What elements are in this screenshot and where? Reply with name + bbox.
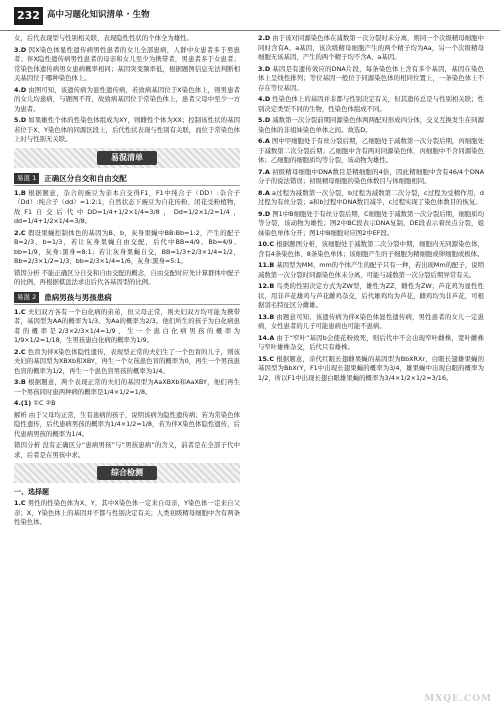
answer-text: 由于该对同源染色体在减数第一次分裂时未分离，则同一个次级精母细胞中同时含有A、a基因，该次级精母细胞产生的两个精子均为Aa，另一个次级精母细胞无该基因，产生的两个精子均不含A、a基因。: [258, 34, 484, 61]
right-column: [258, 34, 484, 385]
answer-text: 错因分析 不能正确区分自交和自由交配的概念，自由交配时应先计算群体中配子的比例，再根据棋盘法求出后代各基因型的比例。: [14, 268, 240, 286]
answer-number: 3.D: [14, 45, 27, 54]
answer-paragraph: [258, 189, 484, 208]
answer-text: 错因分析 没有正确区分“患病男孩”与“男孩患病”的含义，前者是在全部子代中求，后者是在男孩中求。: [14, 441, 240, 459]
answer-text: 图中甲细胞处于有丝分裂后期，乙细胞处于减数第一次分裂后期，丙细胞处于减数第二次分裂后期；乙细胞中含有两对同源染色体，丙细胞中不含同源染色体；乙细胞的细胞质均等分裂，该动物为雄性。: [258, 137, 484, 164]
answer-number: 5.D: [14, 116, 27, 124]
answer-text: 根据题图分析，该细胞处于减数第二次分裂中期，细胞内无同源染色体，含有4条染色体、8条染色单体；该细胞产生的子细胞为精细胞或卵细胞或极体。: [258, 240, 484, 258]
answer-text: a过程为减数第一次分裂，b过程为减数第二次分裂，c过程为受精作用，d过程为有丝分裂；a和b过程中DNA数目减半，c过程实现了染色体数目的恢复。: [258, 188, 484, 206]
page-header: [0, 0, 500, 31]
answer-paragraph: [258, 261, 484, 280]
answer-number: 9.D: [258, 209, 271, 218]
answer-text: 鸟类的性别决定方式为ZW型，雄性为ZZ，雌性为ZW；芦花鸡为显性性状，用非芦花雄鸡与芦花雌鸡杂交，后代雄鸡均为芦花，雌鸡均为非芦花，可根据羽毛特征区分雌雄。: [258, 282, 484, 309]
answer-paragraph: [258, 282, 484, 311]
answer-group: [258, 34, 484, 383]
answer-paragraph: [14, 499, 240, 528]
answer-paragraph: [14, 189, 240, 227]
answer-paragraph: [14, 116, 240, 145]
answer-paragraph: [14, 308, 240, 346]
topic-title: 正确区分自交和自由交配: [44, 173, 127, 183]
answer-paragraph: [14, 229, 240, 267]
answer-number: 2.C: [14, 347, 26, 356]
answer-text: 初级精母细胞中DNA数目是精细胞的4倍，因此精细胞中含有46/4个DNA分子的说法错误；初级精母细胞的染色体数目与体细胞相同。: [258, 167, 484, 185]
answer-paragraph: [14, 46, 240, 84]
answer-paragraph: [14, 86, 240, 115]
book-title: 高中习题化知识清单 · 生物: [47, 10, 150, 20]
answer-number: 7.A: [258, 167, 270, 176]
answer-number: 12.B: [258, 282, 275, 290]
answer-paragraph: [258, 137, 484, 166]
answer-paragraph: [14, 269, 240, 288]
answer-text: 女，后代表现型与性别相关联，表现隐性性状的个体全为雄性。: [14, 34, 193, 42]
answer-paragraph: [14, 399, 240, 409]
answer-group: [14, 499, 240, 528]
answer-number: 4.(1): [14, 399, 32, 407]
answer-paragraph: [258, 313, 484, 332]
answer-number: 1.C: [14, 499, 26, 507]
section-banner: [14, 463, 240, 483]
answer-number: 11.B: [258, 261, 275, 269]
answer-number: 3.B: [14, 378, 26, 386]
page-number: 232: [14, 7, 43, 25]
section-banner: [14, 148, 240, 168]
answer-text: 男性的性染色体为X、Y，其中X染色体一定来自母亲，Y染色体一定来自父亲；X、Y染色体上的基因并不都与性别决定有关；人类初级精母细胞中含有两条性染色体。: [14, 499, 240, 526]
answer-text: 夫妇双方各有一个白化病的弟弟，但父母正常，则夫妇双方均可能为携带者，基因型为AA的概率为1/3、为Aa的概率为2/3。他们所生的孩子为白化病患者的概率是2/3×2/3×1/4=1/9，生一个患白化病男孩的概率为1/9×1/2=1/18，生男孩患白化病的概率为1/9。: [14, 307, 240, 344]
answer-number: 1.C: [14, 307, 26, 316]
subsection-title: 一、选择题: [14, 488, 49, 496]
watermark: MXQE.COM: [424, 694, 492, 704]
answer-text: 由题意可知，该遗传病为伴X染色体显性遗传病，男性患者的女儿一定患病，女性患者的儿子可能患病也可能不患病。: [258, 312, 484, 330]
answer-text: 基因是有遗传效应的DNA片段，每条染色体上含有多个基因，基因在染色体上呈线性排列；等位基因一般位于同源染色体的相同位置上，一条染色体上不存在等位基因。: [258, 64, 484, 92]
answer-number: 5.D: [258, 116, 271, 124]
answer-text: 如果雄性个体的性染色体组成为XY，则雌性个体为XX；控制该性状的基因若位于X、Y染色体的同源区段上，后代性状表现与性别有关联，而位于常染色体上时与性别无关联。: [14, 116, 240, 143]
topic-heading: [14, 291, 240, 305]
answer-group: [14, 34, 240, 145]
answer-number: 4.D: [258, 95, 271, 103]
answer-text: 性染色体上的基因并非都与性别决定有关，但其遗传总是与性别相关联；性别决定类型不同的生物，性染色体组成不同。: [258, 95, 484, 113]
answer-paragraph: [14, 34, 240, 44]
answer-text: 减数第一次分裂前期同源染色体两两配对形成四分体，交叉互换发生在同源染色体的非姐妹染色单体之间。故选D。: [258, 116, 484, 134]
answer-paragraph: [258, 334, 484, 353]
answer-text: ①C ②B: [33, 399, 56, 407]
answer-text: 基因型为MM、mm的个体产生的配子只有一种，若出现Mm的配子，说明减数第一次分裂时同源染色体未分离，可能与减数第一次分裂后期异常有关。: [258, 261, 485, 279]
answer-group: [14, 308, 240, 461]
answer-paragraph: [14, 441, 240, 460]
answer-text: 根据题意，亲代红眼长翅雌果蝇的基因型为BbXRXr，白眼长翅雄果蝇的基因型为BbXrY，F1中出现长翅果蝇的概率为3/4，雄果蝇中出现白眼的概率为1/2，所以F1中出现长翅白眼雄果蝇的概率为3/4×1/2×1/2=3/16。: [258, 354, 484, 382]
answer-text: 因X染色体显性遗传病男性患者的女儿全部患病，人群中女患者多于男患者；伴X隐性遗传病男性患者的母亲和女儿至少为携带者，男患者多于女患者；常染色体遗传病男女患病概率相同；基因突变频率低，根据题图信息无法判断相关基因位于哪种染色体上。: [14, 45, 240, 82]
answer-paragraph: [258, 240, 484, 259]
answer-paragraph: [258, 34, 484, 63]
answer-text: 假设果蝇控制体色的基因为B、b，灰身果蝇中BB:Bb=1:2，产生的配子B=2/3、b=1/3，若让灰身果蝇自由交配，后代中BB=4/9、Bb=4/9、bb=1/9，灰身:黑身=8:1；若让灰身果蝇自交，BB=1/3+2/3×1/4=1/2，Bb=2/3×1/2=1/3，bb=2/3×1/4=1/6，灰身:黑身=5:1。: [14, 228, 240, 265]
topic-heading: [14, 172, 240, 186]
answer-group: [14, 189, 240, 288]
answer-paragraph: [14, 411, 240, 440]
answer-text: 色盲为伴X染色体隐性遗传，表现型正常的夫妇生了一个色盲的儿子，则该夫妇的基因型为XBXb和XBY，再生一个女孩患色盲的概率为0，再生一个男孩患色盲的概率为1/2，再生一个患色盲男孩的概率为1/4。: [14, 347, 240, 375]
answer-number: 13.B: [258, 312, 275, 321]
answer-text: 解析 由于父母均正常，生有患病的孩子，说明该病为隐性遗传病；若为常染色体隐性遗传，后代患病男孩的概率为1/4×1/2=1/8，若为伴X染色体隐性遗传，后代患病男孩的概率为1/4。: [14, 410, 240, 438]
answer-paragraph: [258, 116, 484, 135]
answer-number: 2.D: [258, 34, 271, 42]
answer-text: 图1中B细胞处于有丝分裂后期，C细胞处于减数第一次分裂后期，细胞质均等分裂，该动物为雄性；图2中BC段表示DNA复制，DE段表示着丝点分裂，姐妹染色单体分开；图1中B细胞对应图2中EF段。: [258, 209, 484, 237]
left-column: [14, 34, 240, 530]
answer-paragraph: [14, 378, 240, 397]
answer-paragraph: [258, 355, 484, 384]
answer-number: 1.B: [14, 188, 26, 197]
section-banner-label: 易混清单: [97, 151, 157, 165]
section-banner-label: 综合检测: [97, 466, 157, 480]
answer-number: 3.D: [258, 64, 271, 73]
answer-number: 6.A: [258, 137, 270, 145]
answer-text: 由图可知，该遗传病为显性遗传病，若致病基因位于X染色体上，则男患者的女儿均患病，与题图不符，故致病基因位于常染色体上，患者父母中至少一方为患者。: [14, 85, 240, 113]
answer-number: 15.C: [258, 354, 275, 363]
answer-paragraph: [258, 210, 484, 239]
answer-number: 8.A: [258, 188, 270, 197]
topic-tag: 易混 1: [14, 173, 39, 184]
answer-number: 10.C: [258, 240, 275, 248]
topic-title: 患病男孩与男孩患病: [44, 292, 112, 302]
answer-number: 4.D: [14, 85, 27, 94]
answer-paragraph: [14, 348, 240, 377]
answer-paragraph: [258, 168, 484, 187]
answer-number: 14.A: [258, 333, 275, 342]
answer-paragraph: [258, 95, 484, 114]
answer-paragraph: [258, 65, 484, 94]
answer-text: 根据题意，杂合的豌豆为亲本自交得F1，F1中纯合子（DD）:杂合子（Dd）:纯合子（dd）=1:2:1，自然状态下豌豆为自花传粉、闭花受粉植物，故F1自交后代中DD=1/4+1/2×1/4=3/8，Dd=1/2×1/2=1/4，dd=1/4+1/2×1/4=3/8。: [14, 188, 240, 225]
answer-text: 根据题意，两个表现正常的夫妇的基因型为AaXBXb和AaXBY，他们再生一个男孩同时患两种病的概率是1/4×1/2=1/8。: [14, 378, 240, 396]
answer-text: 由于“窄叶”基因b会使花粉致死，则后代中不会出现窄叶雌株，宽叶雌株与窄叶雄株杂交，后代只有雄株。: [258, 333, 484, 351]
answer-number: 2.C: [14, 228, 26, 237]
topic-tag: 易混 2: [14, 292, 39, 303]
